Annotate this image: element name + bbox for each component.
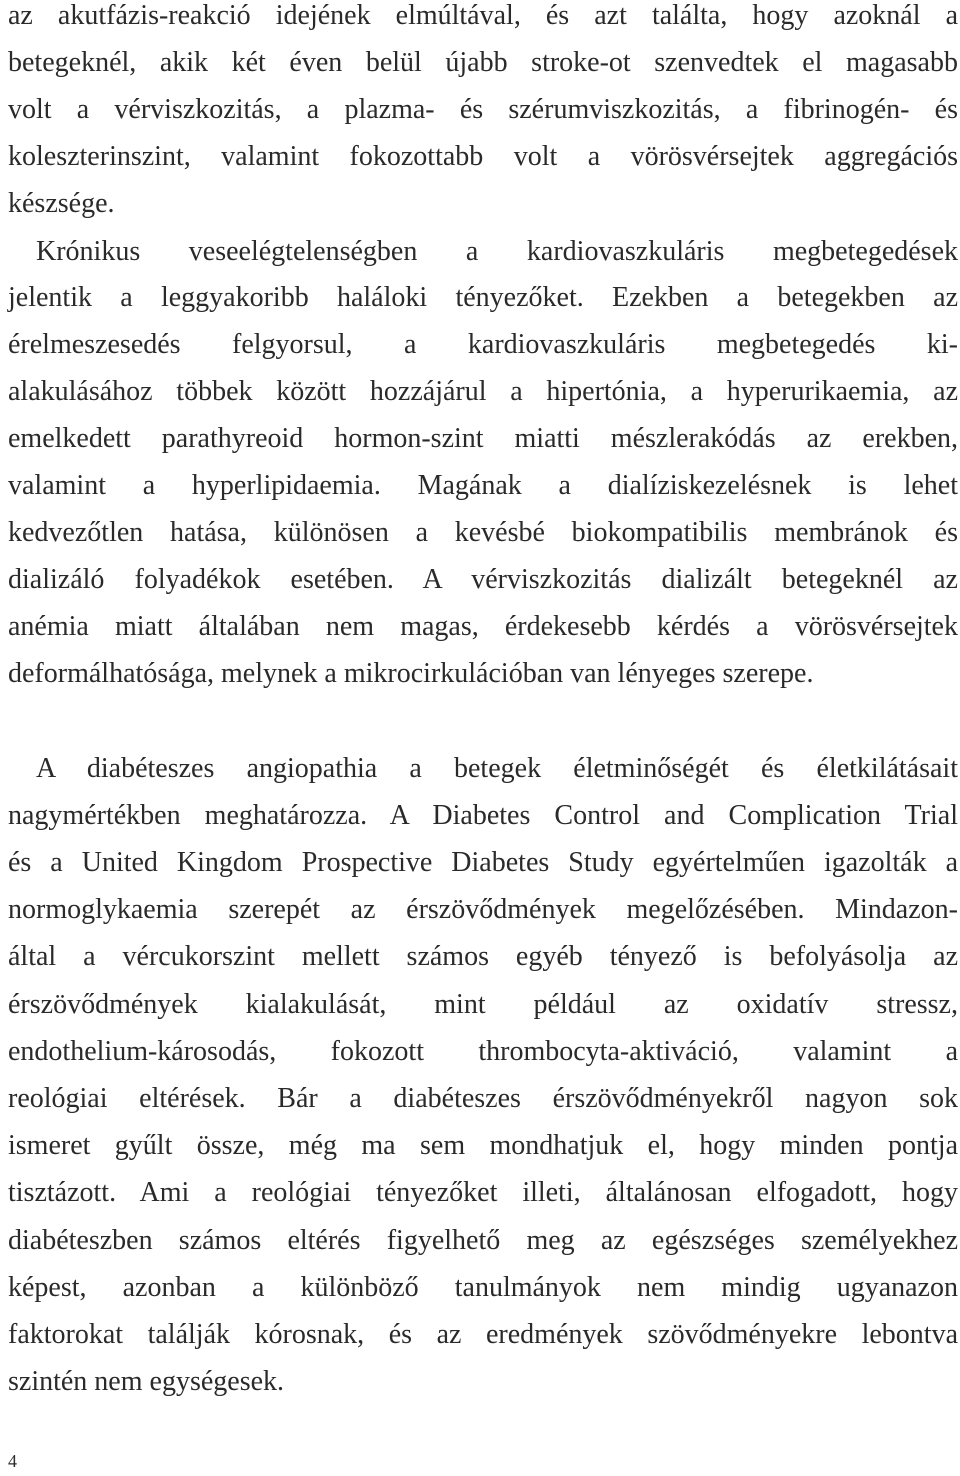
page-number: 4 (8, 1451, 17, 1471)
text-line: Krónikus veseelégtelenségben a kardiovaszkuláris megbetegedések (36, 236, 958, 267)
text-line: az akutfázis-reakció idejének elmúltával, és azt találta, hogy azoknál a (8, 0, 958, 31)
text-line: A diabéteszes angiopathia a betegek életminőségét és életkilátásait (36, 753, 958, 784)
text-line: nagymértékben meghatározza. A Diabetes Control and Complication Trial (8, 800, 958, 831)
text-line: ismeret gyűlt össze, még ma sem mondhatjuk el, hogy minden pontja (8, 1130, 958, 1161)
text-line: kedvezőtlen hatása, különösen a kevésbé biokompatibilis membránok és (8, 517, 958, 548)
text-line: faktorokat találják kórosnak, és az eredmények szövődményekre lebontva (8, 1319, 958, 1350)
text-line: betegeknél, akik két éven belül újabb stroke-ot szenvedtek el magasabb (8, 47, 958, 78)
text-line: dializáló folyadékok esetében. A vérviszkozitás dializált betegeknél az (8, 564, 958, 595)
text-line: szintén nem egységesek. (8, 1366, 285, 1397)
text-line: normoglykaemia szerepét az érszövődmények megelőzésében. Mindazon- (8, 894, 958, 925)
text-line: és a United Kingdom Prospective Diabetes Study egyértelműen igazolták a (8, 847, 958, 878)
text-line: volt a vérviszkozitás, a plazma- és szérumviszkozitás, a fibrinogén- és (8, 94, 958, 125)
text-line: érszövődmények kialakulását, mint például az oxidatív stressz, (8, 989, 958, 1020)
text-line: emelkedett parathyreoid hormon-szint miatti mészlerakódás az erekben, (8, 423, 958, 454)
text-line: által a vércukorszint mellett számos egyéb tényező is befolyásolja az (8, 941, 958, 972)
text-line: reológiai eltérések. Bár a diabéteszes érszövődményekről nagyon sok (8, 1083, 958, 1114)
text-line: érelmeszesedés felgyorsul, a kardiovaszkuláris megbetegedés ki- (8, 329, 958, 360)
text-line: jelentik a leggyakoribb haláloki tényezőket. Ezekben a betegekben az (8, 282, 958, 313)
text-line: deformálhatósága, melynek a mikrocirkulációban van lényeges szerepe. (8, 658, 814, 689)
text-line: anémia miatt általában nem magas, érdekesebb kérdés a vörösvérsejtek (8, 611, 958, 642)
text-line: valamint a hyperlipidaemia. Magának a dialíziskezelésnek is lehet (8, 470, 958, 501)
text-line: alakulásához többek között hozzájárul a hipertónia, a hyperurikaemia, az (8, 376, 958, 407)
text-line: koleszterinszint, valamint fokozottabb volt a vörösvérsejtek aggregációs (8, 141, 958, 172)
text-line: készsége. (8, 188, 115, 219)
text-line: diabéteszben számos eltérés figyelhető meg az egészséges személyekhez (8, 1225, 958, 1256)
text-line: tisztázott. Ami a reológiai tényezőket illeti, általánosan elfogadott, hogy (8, 1177, 958, 1208)
text-line: endothelium-károsodás, fokozott thrombocyta-aktiváció, valamint a (8, 1036, 958, 1067)
text-line: képest, azonban a különböző tanulmányok nem mindig ugyanazon (8, 1272, 958, 1303)
